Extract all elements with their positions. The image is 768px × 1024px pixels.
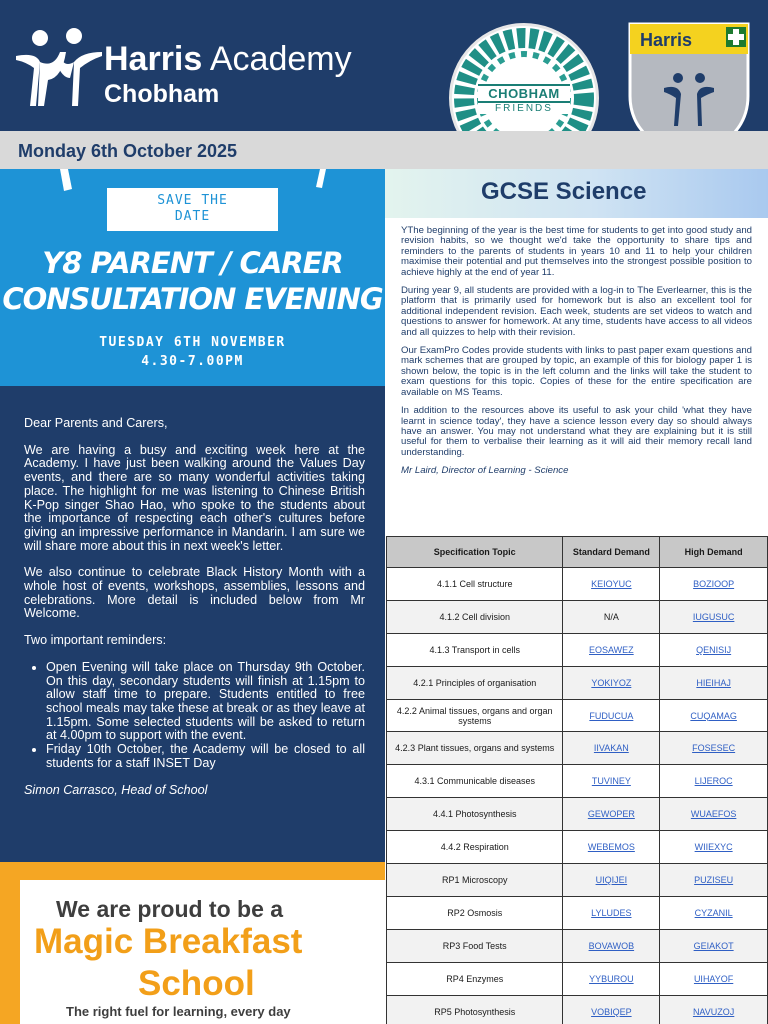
- column-header: Specification Topic: [387, 537, 563, 568]
- science-title: GCSE Science: [481, 178, 647, 205]
- table-row: [387, 929, 768, 962]
- science-paragraph: Our ExamPro Codes provide students with links to past paper exam questions and mark schemes that are grouped by topic, an example of this for biology paper 1 is shown below, the topic is in the left column and the links will take the student to exam questions for this topic. Copies of these for the entire specification are available on MS Teams.: [401, 345, 752, 398]
- exampro-code-link[interactable]: YYBUROU: [563, 962, 660, 995]
- exampro-code-link[interactable]: WEBEMOS: [563, 831, 660, 864]
- science-paragraph: During year 9, all students are provided with a log-in to The Everlearner, this is the platform that is primarily used for homework but is also an excellent tool for additional independent revision. Each week, students are set videos to watch and questions to answer for homework. At any time, students have access to all videos and all quizzes to help with their revision.: [401, 285, 752, 338]
- exampro-code-link[interactable]: CUQAMAG: [660, 699, 768, 732]
- science-heading-bar: [385, 169, 768, 218]
- topic-cell: 4.4.2 Respiration: [387, 831, 563, 864]
- topic-cell: 4.2.3 Plant tissues, organs and systems: [387, 732, 563, 765]
- reminders-intro: Two important reminders:: [24, 633, 167, 648]
- exampro-code-link[interactable]: FUDUCUA: [563, 699, 660, 732]
- exampro-code-link[interactable]: NAVUZOJ: [660, 995, 768, 1024]
- exampro-code-link[interactable]: YOKIYOZ: [563, 666, 660, 699]
- event-title: Y8 PARENT / CARER CONSULTATION EVENING: [2, 246, 383, 316]
- magic-line: Magic Breakfast: [34, 922, 303, 961]
- save-the-date-badge: SAVE THE DATE: [107, 188, 278, 231]
- exampro-code-link[interactable]: UIQIJEI: [563, 864, 660, 897]
- exampro-code-link[interactable]: HIEIHAJ: [660, 666, 768, 699]
- topic-cell: RP1 Microscopy: [387, 864, 563, 897]
- exampro-code-link[interactable]: TUVINEY: [563, 765, 660, 798]
- exampro-code-link[interactable]: WUAEFOS: [660, 798, 768, 831]
- magic-line: School: [138, 964, 255, 1003]
- topic-cell: 4.4.1 Photosynthesis: [387, 798, 563, 831]
- letter-signature: Simon Carrasco, Head of School: [24, 783, 208, 798]
- table-row: [387, 995, 768, 1024]
- exampro-code-link[interactable]: PUZISEU: [660, 864, 768, 897]
- topic-cell: 4.2.2 Animal tissues, organs and organ systems: [387, 699, 563, 732]
- table-row: [387, 896, 768, 929]
- brand-name: Harris Academy: [104, 40, 352, 78]
- table-row: [387, 864, 768, 897]
- crest-harris-text: Harris: [640, 30, 693, 50]
- science-article: [401, 226, 752, 485]
- table-header-row: [387, 537, 768, 568]
- science-signature: Mr Laird, Director of Learning - Science: [401, 465, 569, 477]
- table-body: [387, 568, 768, 1024]
- table-row: [387, 699, 768, 732]
- table-row: [387, 633, 768, 666]
- table-row: [387, 831, 768, 864]
- code-cell: N/A: [563, 600, 660, 633]
- exampro-code-link[interactable]: CYZANIL: [660, 896, 768, 929]
- exampro-code-link[interactable]: BOVAWOB: [563, 929, 660, 962]
- letter-paragraph: We are having a busy and exciting week here at the Academy. I have just been walking around the Values Day events, and there are so many wonderful activities taking place. The highlight for me was listening to Chinese British K-Pop singer Shao Hao, who spoke to the students about the importance of respecting each other's cultures before giving an impressive performance in Mandarin. I am sure we will share more about this in next week's letter.: [24, 442, 365, 553]
- exampro-code-link[interactable]: KEIOYUC: [563, 568, 660, 601]
- topic-cell: 4.3.1 Communicable diseases: [387, 765, 563, 798]
- save-the-date-panel: [0, 169, 385, 386]
- topic-cell: RP4 Enzymes: [387, 962, 563, 995]
- exampro-code-link[interactable]: WIIEXYC: [660, 831, 768, 864]
- exampro-code-link[interactable]: QENISIJ: [660, 633, 768, 666]
- date-bar: [0, 131, 768, 169]
- topic-cell: 4.1.1 Cell structure: [387, 568, 563, 601]
- exampro-code-link[interactable]: LYLUDES: [563, 896, 660, 929]
- table-row: [387, 600, 768, 633]
- topic-cell: RP2 Osmosis: [387, 896, 563, 929]
- reminder-item: • Open Evening will take place on Thursday 9th October. On this day, secondary students will finish at 1.15pm to allow staff time to prepare. Students entitled to free school meals may take these at break or as they leave at 1.15pm. Some selected students will be asked to return at 4.00pm to support with the event.: [46, 661, 365, 743]
- topic-cell: RP3 Food Tests: [387, 929, 563, 962]
- head-of-school-letter: [0, 386, 385, 862]
- exampro-code-link[interactable]: GEWOPER: [563, 798, 660, 831]
- exampro-code-link[interactable]: IIVAKAN: [563, 732, 660, 765]
- magic-breakfast-banner: [0, 862, 385, 1024]
- table-row: [387, 568, 768, 601]
- exampro-code-link[interactable]: FOSESEC: [660, 732, 768, 765]
- exampro-code-link[interactable]: UIHAYOF: [660, 962, 768, 995]
- reminders-list: [46, 661, 365, 771]
- science-paragraph: YThe beginning of the year is the best time for students to get into good study and revision habits, so we thought we'd take the opportunity to share tips and reminders to the parents of students in years 10 and 11 to help your children maximise their potential and put themselves into the strongest possible position to achieve highly at the end of year 11.: [401, 225, 752, 278]
- newsletter-date: Monday 6th October 2025: [18, 141, 238, 161]
- exampro-code-link[interactable]: GEIAKOT: [660, 929, 768, 962]
- topic-cell: 4.1.2 Cell division: [387, 600, 563, 633]
- magic-breakfast-card: [20, 880, 385, 1024]
- header: [0, 0, 768, 131]
- brand-location: Chobham: [104, 80, 220, 108]
- table-row: [387, 798, 768, 831]
- letter-greeting: Dear Parents and Carers,: [24, 416, 168, 430]
- reminder-item: • Friday 10th October, the Academy will be closed to all students for a staff INSET Day: [46, 743, 365, 770]
- topic-cell: 4.1.3 Transport in cells: [387, 633, 563, 666]
- column-header: High Demand: [660, 537, 768, 568]
- exampro-code-link[interactable]: BOZIOOP: [660, 568, 768, 601]
- science-paragraph: In addition to the resources above its useful to ask your child 'what they have learnt in science today', they have a science lesson every day so should always have an answer. You may not understand what they are explaining but it is still useful for them to verbalise their learning as it will aid their memory recall land understanding.: [401, 405, 752, 458]
- magic-tagline: The right fuel for learning, every day: [66, 1004, 291, 1019]
- topic-cell: RP5 Photosynthesis: [387, 995, 563, 1024]
- table-row: [387, 732, 768, 765]
- table-row: [387, 666, 768, 699]
- exampro-codes-table: [386, 536, 768, 1024]
- magic-line: We are proud to be a: [56, 896, 284, 922]
- friends-label: CHOBHAM FRIENDS: [478, 84, 570, 114]
- column-header: Standard Demand: [563, 537, 660, 568]
- exampro-code-link[interactable]: VOBIQEP: [563, 995, 660, 1024]
- letter-paragraph: We also continue to celebrate Black History Month with a whole host of events, workshops, assemblies, lessons and celebrations. More detail is included below from Mr Welcome.: [24, 565, 365, 621]
- exampro-code-link[interactable]: EOSAWEZ: [563, 633, 660, 666]
- topic-cell: 4.2.1 Principles of organisation: [387, 666, 563, 699]
- table-row: [387, 765, 768, 798]
- exampro-code-link[interactable]: LIJEROC: [660, 765, 768, 798]
- harris-people-icon: [14, 22, 104, 112]
- event-date: TUESDAY 6TH NOVEMBER 4.30-7.00PM: [99, 335, 286, 369]
- exampro-code-link[interactable]: IUGUSUC: [660, 600, 768, 633]
- table-row: [387, 962, 768, 995]
